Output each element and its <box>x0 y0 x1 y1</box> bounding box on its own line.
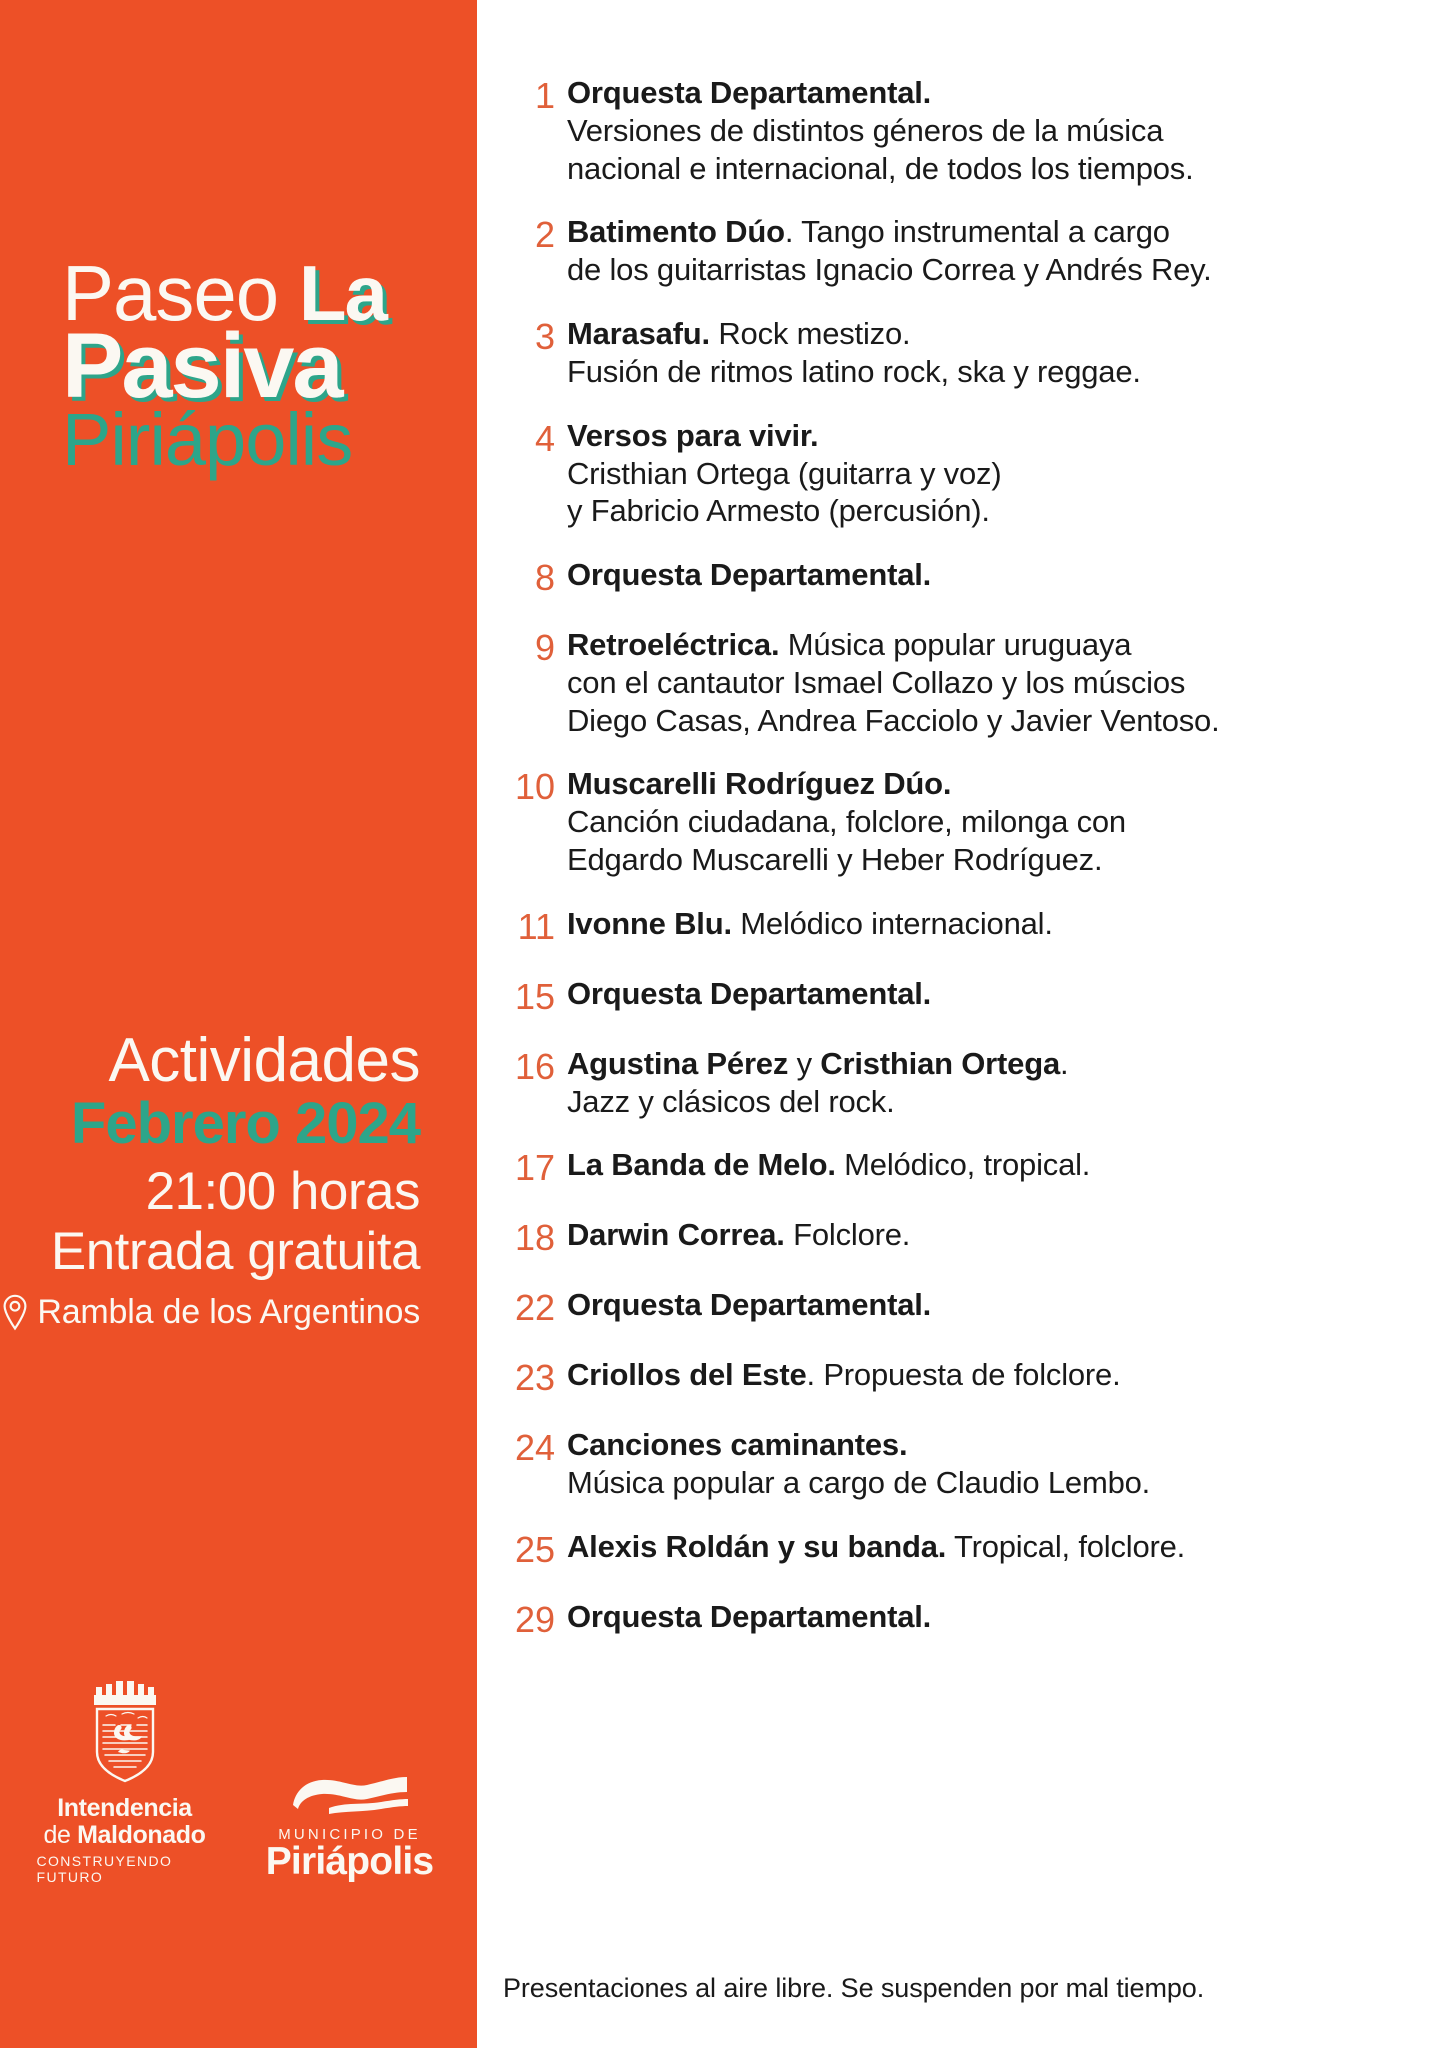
title-piriapolis: Piriápolis <box>62 398 353 482</box>
program-item-name: Retroeléctrica. <box>567 627 780 663</box>
piriapolis-hill-mark-icon <box>289 1775 411 1819</box>
program-item <box>503 1045 1402 1121</box>
program-item-body <box>567 1426 1402 1502</box>
program-item-name: Alexis Roldán y su banda. <box>567 1528 947 1564</box>
program-item-day: 22 <box>514 1287 555 1329</box>
program-item-body <box>567 1216 1402 1254</box>
program-item-body <box>567 417 1402 530</box>
program-item-name: Criollos del Este <box>567 1357 807 1393</box>
program-item-body <box>567 1045 1402 1121</box>
program-item <box>503 905 1402 949</box>
program-item-desc: . Tango instrumental a cargo <box>784 214 1170 250</box>
info-lugar: Rambla de los Argentinos <box>37 1293 420 1332</box>
program-item-body <box>567 1356 1402 1394</box>
left-orange-panel <box>0 0 477 2048</box>
footer-note: Presentaciones al aire libre. Se suspenden por mal tiempo. <box>503 1973 1205 2003</box>
program-item-name: Orquesta Departamental. <box>567 557 932 593</box>
program-item-desc: Rock mestizo. <box>709 316 911 352</box>
program-item-desc: Folclore. <box>784 1217 911 1253</box>
program-item <box>503 1216 1402 1260</box>
maldonado-coat-of-arms-icon <box>88 1680 162 1788</box>
program-item-day: 17 <box>514 1147 555 1189</box>
title-la: La <box>298 249 386 337</box>
program-item-desc: Melódico, tropical. <box>835 1147 1091 1183</box>
program-item-name: Orquesta Departamental. <box>567 1598 932 1634</box>
program-item-name: Darwin Correa. <box>567 1217 785 1253</box>
program-item-detail-line: Versiones de distintos géneros de la música <box>567 112 1164 148</box>
event-info-block <box>0 1026 420 1332</box>
program-item-name: Orquesta Departamental. <box>567 75 932 110</box>
program-item-day: 1 <box>534 75 555 116</box>
program-item-body <box>567 556 1402 594</box>
info-actividades: Actividades <box>108 1026 420 1095</box>
program-item-desc: . Propuesta de folclore. <box>806 1357 1121 1393</box>
logo-intendencia-maldonado <box>37 1680 213 1885</box>
title-line-3 <box>62 398 462 482</box>
logos-row <box>0 1680 477 1885</box>
program-item-detail-line: Cristhian Ortega (guitarra y voz) <box>567 455 1002 491</box>
program-item <box>503 315 1402 391</box>
logo-intendencia-de: de <box>43 1821 78 1849</box>
logo-intendencia-line2 <box>44 1822 206 1849</box>
program-item <box>503 417 1402 530</box>
program-item-name-2: Cristhian Ortega <box>820 1045 1060 1081</box>
program-item <box>503 1598 1402 1642</box>
program-item-detail-line: Edgardo Muscarelli y Heber Rodríguez. <box>567 842 1103 878</box>
program-item-body <box>567 905 1402 943</box>
program-item-body <box>567 626 1402 739</box>
program-item-detail-line: de los guitarristas Ignacio Correa y Andrés Rey. <box>567 252 1212 288</box>
poster-title <box>62 249 462 482</box>
program-item-name: Orquesta Departamental. <box>567 975 932 1011</box>
program-item-detail-line: con el cantautor Ismael Collazo y los múscios <box>567 664 1186 700</box>
program-item-body <box>567 1146 1402 1184</box>
program-item-body <box>567 213 1402 289</box>
program-item-detail-line: Canción ciudadana, folclore, milonga con <box>567 804 1126 840</box>
program-panel <box>477 0 1448 2048</box>
info-location-row <box>0 1293 420 1332</box>
program-item-name: Agustina Pérez <box>567 1045 789 1081</box>
program-item-day: 25 <box>514 1528 555 1570</box>
program-item-desc: y <box>788 1045 821 1081</box>
program-item-day: 10 <box>514 766 555 808</box>
program-item-body <box>567 1286 1402 1324</box>
program-item <box>503 765 1402 878</box>
logo-municipio-line2: Piriápolis <box>265 1840 434 1884</box>
program-item-desc: Melódico internacional. <box>731 905 1053 941</box>
title-pasiva: Pasiva <box>62 314 342 417</box>
program-item <box>503 626 1402 739</box>
program-item-day: 2 <box>534 214 555 256</box>
title-paseo: Paseo <box>62 249 299 337</box>
program-item-desc: Tropical, folclore. <box>946 1528 1186 1564</box>
program-item-desc-2: . <box>1059 1045 1069 1081</box>
program-item <box>503 975 1402 1019</box>
program-item-name: Canciones caminantes. <box>567 1426 908 1462</box>
program-item <box>503 74 1402 187</box>
program-item-day: 16 <box>514 1045 555 1087</box>
program-item-body <box>567 1598 1402 1636</box>
logo-intendencia-line1: Intendencia <box>57 1794 192 1822</box>
program-item-name: Ivonne Blu. <box>567 905 732 941</box>
program-item-desc: Música popular uruguaya <box>779 627 1132 663</box>
program-item-detail-line: Música popular a cargo de Claudio Lembo. <box>567 1464 1151 1500</box>
info-entrada: Entrada gratuita <box>50 1222 420 1282</box>
program-item-detail-line: Fusión de ritmos latino rock, ska y reggae. <box>567 353 1141 389</box>
program-item-day: 15 <box>514 975 555 1017</box>
program-item-day: 23 <box>514 1357 555 1399</box>
program-item-detail-line: y Fabricio Armesto (percusión). <box>567 493 990 529</box>
logo-municipio-line1: MUNICIPIO DE <box>278 1826 421 1844</box>
program-item-detail-line: Diego Casas, Andrea Facciolo y Javier Ventoso. <box>567 702 1220 738</box>
program-item <box>503 1356 1402 1400</box>
info-fecha: Febrero 2024 <box>70 1091 420 1156</box>
program-list <box>503 74 1402 1641</box>
logo-municipio-piriapolis <box>259 1775 441 1885</box>
program-item <box>503 556 1402 600</box>
program-item <box>503 213 1402 289</box>
program-item-day: 11 <box>517 905 555 947</box>
program-item-body <box>567 315 1402 391</box>
program-item-name: Batimento Dúo <box>567 214 785 250</box>
program-item-day: 4 <box>534 417 555 459</box>
logo-intendencia-maldonado: Maldonado <box>77 1821 206 1849</box>
program-item-day: 9 <box>534 627 555 669</box>
program-item-name: Marasafu. <box>567 316 710 352</box>
program-item <box>503 1426 1402 1502</box>
program-item <box>503 1528 1402 1572</box>
logo-intendencia-tagline: CONSTRUYENDO FUTURO <box>36 1853 173 1885</box>
program-item-body <box>567 975 1402 1013</box>
program-item-name: Versos para vivir. <box>567 417 819 453</box>
info-hora: 21:00 horas <box>145 1161 420 1221</box>
program-item-detail-line: Jazz y clásicos del rock. <box>567 1083 895 1119</box>
program-item-name: La Banda de Melo. <box>567 1147 836 1183</box>
program-item-day: 8 <box>534 557 555 599</box>
program-item-body <box>567 74 1402 187</box>
program-item-day: 29 <box>514 1598 555 1640</box>
title-line-2 <box>62 314 462 417</box>
program-item-name: Orquesta Departamental. <box>567 1287 932 1323</box>
program-item-name: Muscarelli Rodríguez Dúo. <box>567 766 952 802</box>
program-item-day: 18 <box>514 1217 555 1259</box>
program-item-body <box>567 1528 1402 1566</box>
program-item-body <box>567 765 1402 878</box>
program-item <box>503 1286 1402 1330</box>
map-pin-icon <box>2 1294 28 1331</box>
program-item <box>503 1146 1402 1190</box>
program-item-day: 24 <box>514 1426 555 1468</box>
program-item-day: 3 <box>534 316 555 358</box>
program-item-detail-line: nacional e internacional, de todos los tiempos. <box>567 150 1194 186</box>
